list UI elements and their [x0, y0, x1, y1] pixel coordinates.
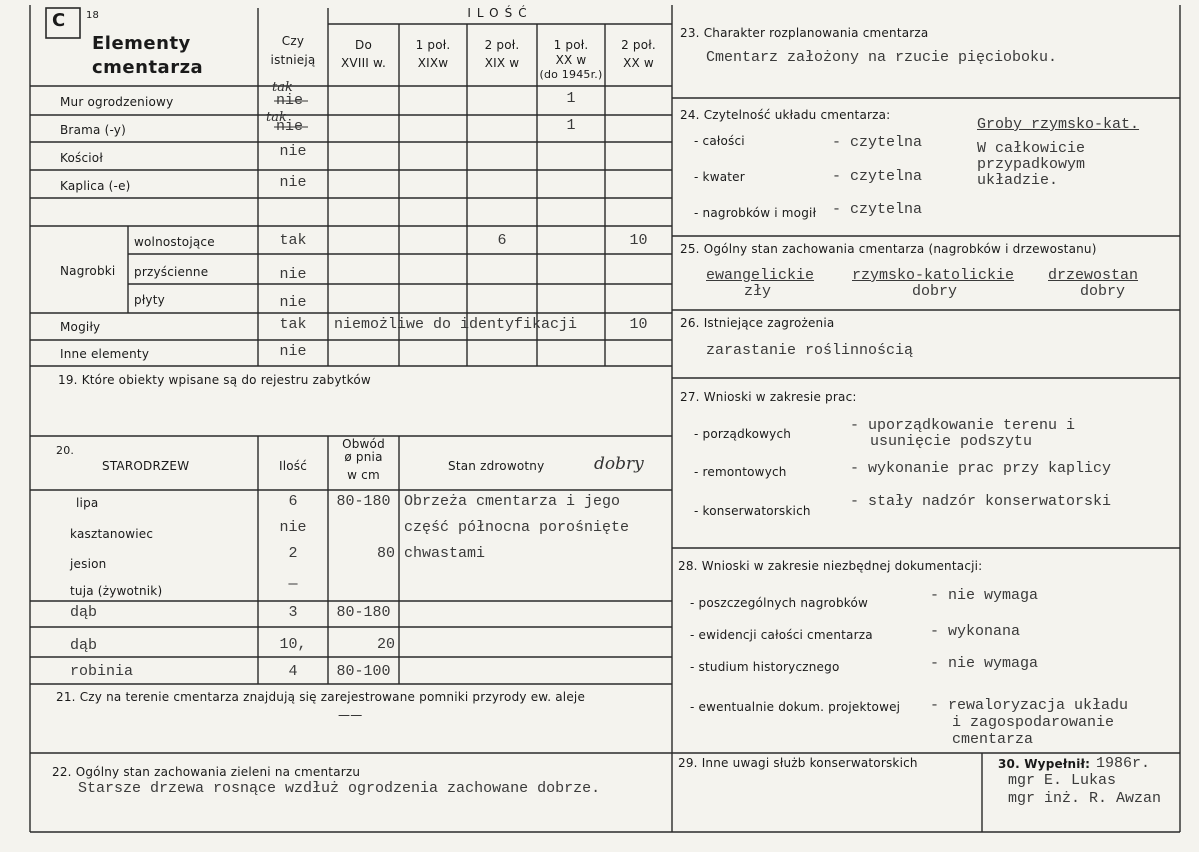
q20-row4-name: tuja (żywotnik) [70, 584, 163, 598]
col-2xix-1: 2 poł. [484, 38, 520, 52]
q23-label: 23. Charakter rozplanowania cmentarza [680, 26, 929, 40]
q27-r2-label: - remontowych [694, 465, 787, 479]
q20-row7-count: 4 [288, 663, 298, 680]
row-wolno-label: wolnostojące [134, 235, 215, 249]
q29-label: 29. Inne uwagi służb konserwatorskich [678, 756, 918, 770]
q20-row5-obwod: 80-180 [336, 604, 391, 621]
q24-row2-label: - kwater [694, 170, 745, 184]
q27-r3-val: - stały nadzór konserwatorski [850, 493, 1112, 510]
col-1xix-1: 1 poł. [415, 38, 451, 52]
col-2xx-1: 2 poł. [621, 38, 656, 52]
q20-row6-name: dąb [70, 637, 98, 654]
q24-side-l3: układzie. [977, 172, 1059, 189]
row-inne-label: Inne elementy [60, 347, 150, 361]
row-brama-exists-hand: tak [266, 110, 287, 125]
row-inne-exists: nie [279, 343, 307, 360]
q22-label: 22. Ogólny stan zachowania zieleni na cmentarzu [52, 765, 361, 779]
q21-label: 21. Czy na terenie cmentarza znajdują się zarejestrowane pomniki przyrody ew. aleje [56, 690, 586, 704]
q28-r2-label: - ewidencji całości cmentarza [690, 628, 873, 642]
q28-r4-l1: - rewaloryzacja układu [930, 697, 1129, 714]
q27-r3-label: - konserwatorskich [694, 504, 811, 518]
title-line1: Elementy [92, 33, 191, 54]
q30-name2: mgr inż. R. Awzan [1008, 790, 1162, 807]
row-wolno-2xx: 10 [629, 232, 648, 249]
q20-row5-name: dąb [70, 604, 98, 621]
col-czy-2: istnieją [270, 53, 316, 67]
q28-r3-label: - studium historycznego [690, 660, 840, 674]
q20-col-obwod-3: w cm [347, 468, 380, 482]
q26-label: 26. Istniejące zagrożenia [680, 316, 835, 330]
title-line2: cmentarza [92, 57, 204, 78]
q28-r4-l2: i zagospodarowanie [952, 714, 1115, 731]
row-kosciol-label: Kościoł [60, 151, 103, 165]
q27-r1-label: - porządkowych [694, 427, 792, 441]
q25-label: 25. Ogólny stan zachowania cmentarza (nagrobków i drzewostanu) [680, 242, 1097, 256]
q25-c2-val: dobry [912, 283, 958, 300]
q28-r3-val: - nie wymaga [930, 655, 1039, 672]
q20-row6-obwod: 20 [376, 636, 395, 653]
q20-col-ilosc: Ilość [278, 459, 308, 473]
q20-row1-stan: Obrzeża cmentarza i jego [404, 493, 621, 510]
q27-r2-val: - wykonanie prac przy kaplicy [850, 460, 1112, 477]
q20-row7-obwod: 80-100 [336, 663, 391, 680]
col-ilosc: ILOŚĆ [467, 6, 533, 20]
q20-row3-stan: chwastami [404, 545, 486, 562]
col-1xx-3: (do 1945r.) [539, 68, 603, 81]
q24-row3-value: - czytelna [832, 201, 923, 218]
col-xviii-1: Do [355, 38, 372, 52]
q28-r2-val: - wykonana [930, 623, 1021, 640]
section-letter: C [52, 10, 66, 31]
q20-row3-count: 2 [288, 545, 298, 562]
q20-row6-count: 10, [279, 636, 307, 653]
row-kaplica-exists: nie [279, 174, 307, 191]
q20-row1-count: 6 [288, 493, 298, 510]
q19-label: 19. Które obiekty wpisane są do rejestru zabytków [58, 373, 371, 387]
row-plyty-label: płyty [134, 293, 165, 307]
q20-row3-name: jesion [70, 557, 107, 571]
q27-label: 27. Wnioski w zakresie prac: [680, 390, 857, 404]
q28-r1-val: - nie wymaga [930, 587, 1039, 604]
q20-col-obwod-2: ø pnia [344, 450, 383, 464]
col-1xx-2: XX w [555, 53, 587, 67]
row-mur-exists-hand: tak [272, 80, 293, 95]
q20-row3-obwod: 80 [376, 545, 395, 562]
q26-answer: zarastanie roślinnością [706, 342, 914, 359]
q25-c2-title: rzymsko-katolickie [852, 267, 1015, 284]
q20-row7-name: robinia [70, 663, 134, 680]
q30-name1: mgr E. Lukas [1008, 772, 1117, 789]
q24-row2-value: - czytelna [832, 168, 923, 185]
q22-answer: Starsze drzewa rosnące wzdłuż ogrodzenia zachowane dobrze. [78, 780, 601, 797]
q28-label: 28. Wnioski w zakresie niezbędnej dokumentacji: [678, 559, 983, 573]
q27-r1-l2: usunięcie podszytu [870, 433, 1033, 450]
q20-col-name: STARODRZEW [102, 459, 190, 473]
q20-row2-stan: część północna porośnięte [404, 519, 630, 536]
col-xviii-2: XVIII w. [341, 56, 386, 70]
q20-col-obwod-1: Obwód [342, 437, 385, 451]
q24-row3-label: - nagrobków i mogił [694, 206, 817, 220]
q20-row4-count: — [288, 576, 298, 593]
q25-c3-val: dobry [1080, 283, 1126, 300]
q20-row1-obwod: 80-180 [336, 493, 391, 510]
row-mogily-exists: tak [279, 316, 307, 333]
row-nagrobki-label: Nagrobki [60, 264, 116, 278]
row-kosciol-exists: nie [279, 143, 307, 160]
row-mur-label: Mur ogrodzeniowy [60, 95, 174, 109]
q27-r1-l1: - uporządkowanie terenu i [850, 417, 1076, 434]
q20-row1-name: lipa [76, 496, 99, 510]
q20-stan-hand: dobry [594, 454, 644, 474]
q20-row2-name: kasztanowiec [70, 527, 154, 541]
row-kaplica-label: Kaplica (-e) [60, 179, 131, 193]
q24-row1-label: - całości [694, 134, 745, 148]
row-mogily-note: niemożliwe do identyfikacji [334, 316, 578, 333]
q25-c1-val: zły [744, 283, 772, 300]
row-brama-label: Brama (-y) [60, 123, 126, 137]
row-plyty-exists: nie [279, 294, 307, 311]
row-mogily-label: Mogiły [60, 320, 101, 334]
q20-number: 20. [56, 444, 75, 457]
q20-col-stan: Stan zdrowotny [448, 459, 545, 473]
col-1xx-1: 1 poł. [553, 38, 589, 52]
section-number: 18 [86, 10, 100, 21]
q30-year: 1986r. [1096, 755, 1151, 772]
q28-r4-label: - ewentualnie dokum. projektowej [690, 700, 901, 714]
q25-c1-title: ewangelickie [706, 267, 815, 284]
q20-row2-count: nie [279, 519, 307, 536]
q23-answer: Cmentarz założony na rzucie pięcioboku. [706, 49, 1058, 66]
q30-label: 30. Wypełnił: [998, 757, 1091, 771]
q24-row1-value: - czytelna [832, 134, 923, 151]
row-mogily-2xx: 10 [629, 316, 648, 333]
q24-side-l2: przypadkowym [977, 156, 1086, 173]
q24-label: 24. Czytelność układu cmentarza: [680, 108, 891, 122]
row-wolno-exists: tak [279, 232, 307, 249]
row-brama-exists-struck: nie [276, 118, 304, 135]
q21-answer: —— [338, 708, 363, 722]
q24-side-title: Groby rzymsko-kat. [977, 116, 1140, 133]
col-2xix-2: XIX w [484, 56, 520, 70]
row-brama-1xx: 1 [566, 117, 576, 134]
row-wolno-2xix: 6 [497, 232, 507, 249]
row-przysc-label: przyścienne [134, 265, 209, 279]
q28-r4-l3: cmentarza [952, 731, 1034, 748]
col-2xx-2: XX w [623, 56, 654, 70]
q20-row5-count: 3 [288, 604, 298, 621]
row-mur-1xx: 1 [566, 90, 576, 107]
q25-c3-title: drzewostan [1048, 267, 1139, 284]
row-przysc-exists: nie [279, 266, 307, 283]
col-czy-1: Czy [281, 34, 305, 48]
row-mur-exists-struck: nie [276, 92, 304, 109]
col-1xix-2: XIXw [417, 56, 449, 70]
q24-side-l1: W całkowicie [977, 140, 1086, 157]
q28-r1-label: - poszczególnych nagrobków [690, 596, 869, 610]
